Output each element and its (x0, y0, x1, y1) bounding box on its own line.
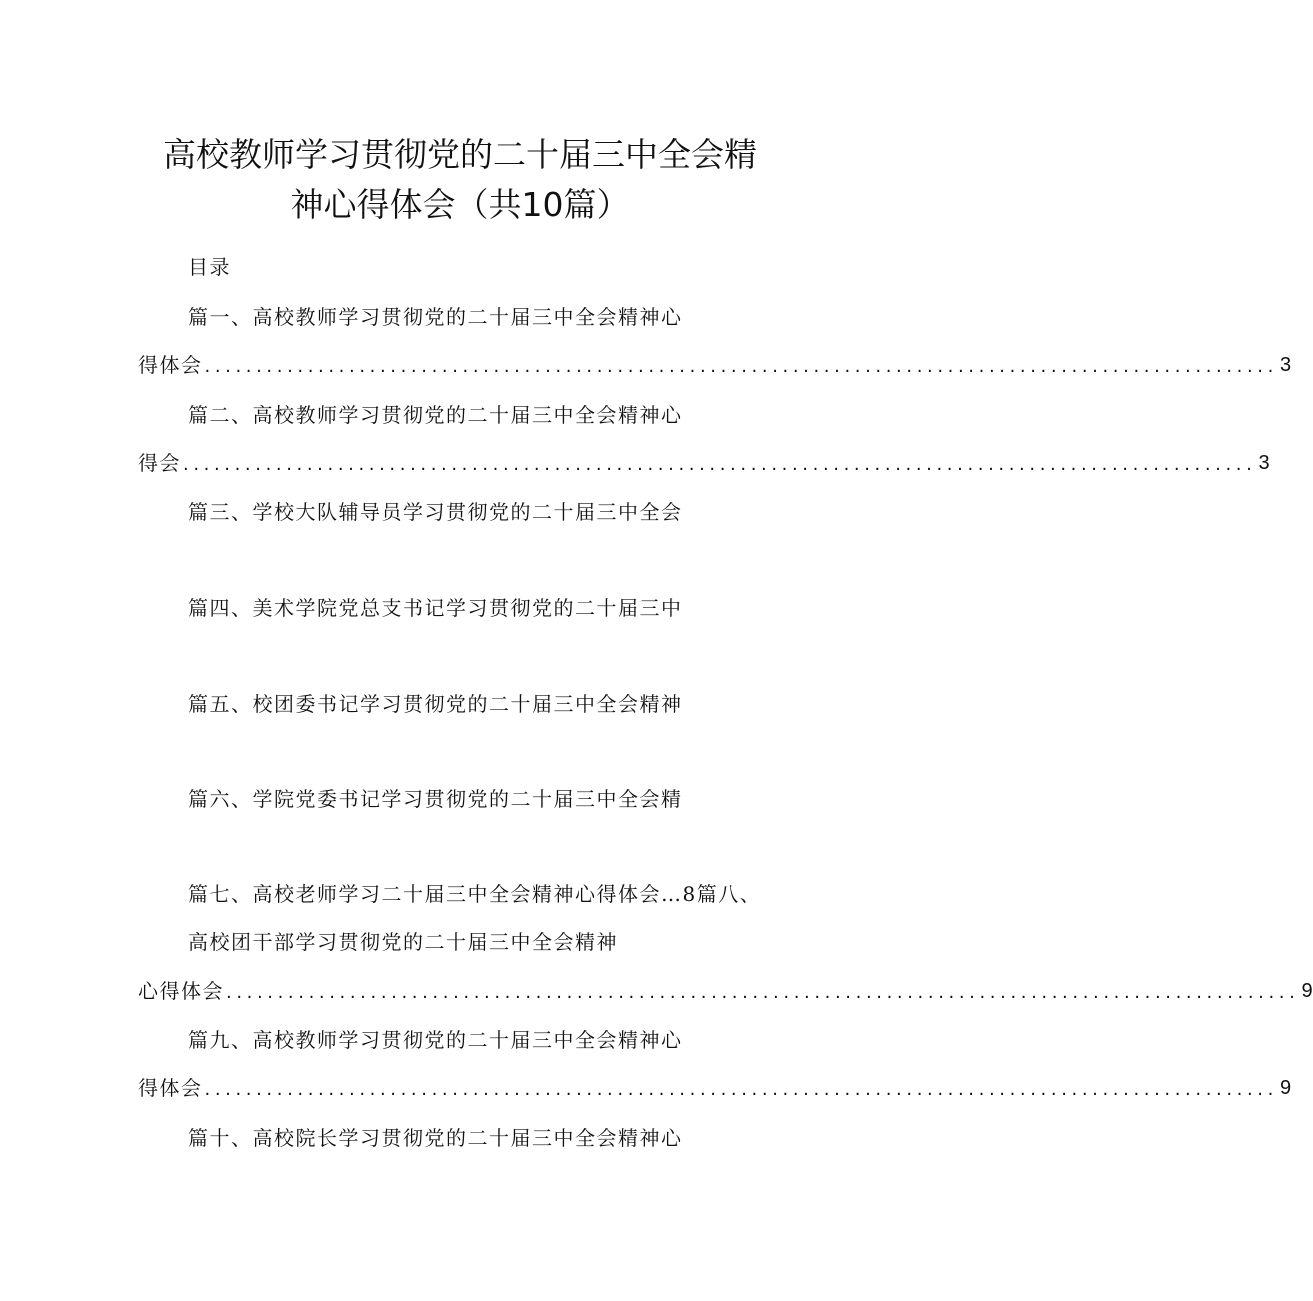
toc-entry-4-line-1: 篇四、美术学院党总支书记学习贯彻党的二十届三中 (188, 596, 683, 620)
toc-dot-leader: ........................................................................................................ (204, 1079, 1278, 1100)
toc-entry-9-line-1: 篇九、高校教师学习贯彻党的二十届三中全会精神心 (188, 1028, 683, 1052)
toc-entry-5-line-1: 篇五、校团委书记学习贯彻党的二十届三中全会精神 (188, 692, 683, 716)
toc-dot-leader: ........................................................................................................ (183, 454, 1257, 475)
toc-entry-9-line-2: 得体会 (138, 1076, 203, 1100)
toc-entry-1-leader-row (138, 350, 1292, 380)
toc-entry-8-leader-row (138, 976, 1313, 1006)
toc-entry-8-line-1: 高校团干部学习贯彻党的二十届三中全会精神 (188, 930, 618, 954)
toc-entry-1-page: 3 (1279, 354, 1292, 376)
toc-entry-9-leader-row (138, 1073, 1292, 1103)
toc-dot-leader: ........................................................................................................ (204, 356, 1278, 377)
toc-entry-2-page: 3 (1258, 452, 1270, 474)
toc-entry-2-leader-row (138, 448, 1270, 478)
toc-entry-10-line-1: 篇十、高校院长学习贯彻党的二十届三中全会精神心 (188, 1126, 683, 1150)
toc-heading: 目录 (188, 255, 231, 279)
toc-entry-3-line-1: 篇三、学校大队辅导员学习贯彻党的二十届三中全会 (188, 500, 683, 524)
toc-entry-1-line-2: 得体会 (138, 353, 203, 377)
toc-entry-1-line-1: 篇一、高校教师学习贯彻党的二十届三中全会精神心 (188, 305, 683, 329)
toc-entry-8-line-2: 心得体会 (138, 979, 224, 1003)
document-title-line-1: 高校教师学习贯彻党的二十届三中全会精 (163, 135, 757, 174)
toc-entry-6-line-1: 篇六、学院党委书记学习贯彻党的二十届三中全会精 (188, 787, 683, 811)
document-title-line-2: 神心得体会（共10篇） (290, 185, 630, 224)
toc-entry-2-line-2: 得会 (138, 451, 181, 475)
toc-entry-9-page: 9 (1279, 1077, 1292, 1099)
toc-entry-8-page: 9 (1301, 980, 1313, 1002)
toc-entry-7-line-1: 篇七、高校老师学习二十届三中全会精神心得体会…8篇八、 (188, 882, 762, 906)
toc-entry-2-line-1: 篇二、高校教师学习贯彻党的二十届三中全会精神心 (188, 403, 683, 427)
toc-dot-leader: ........................................................................................................ (226, 982, 1300, 1003)
